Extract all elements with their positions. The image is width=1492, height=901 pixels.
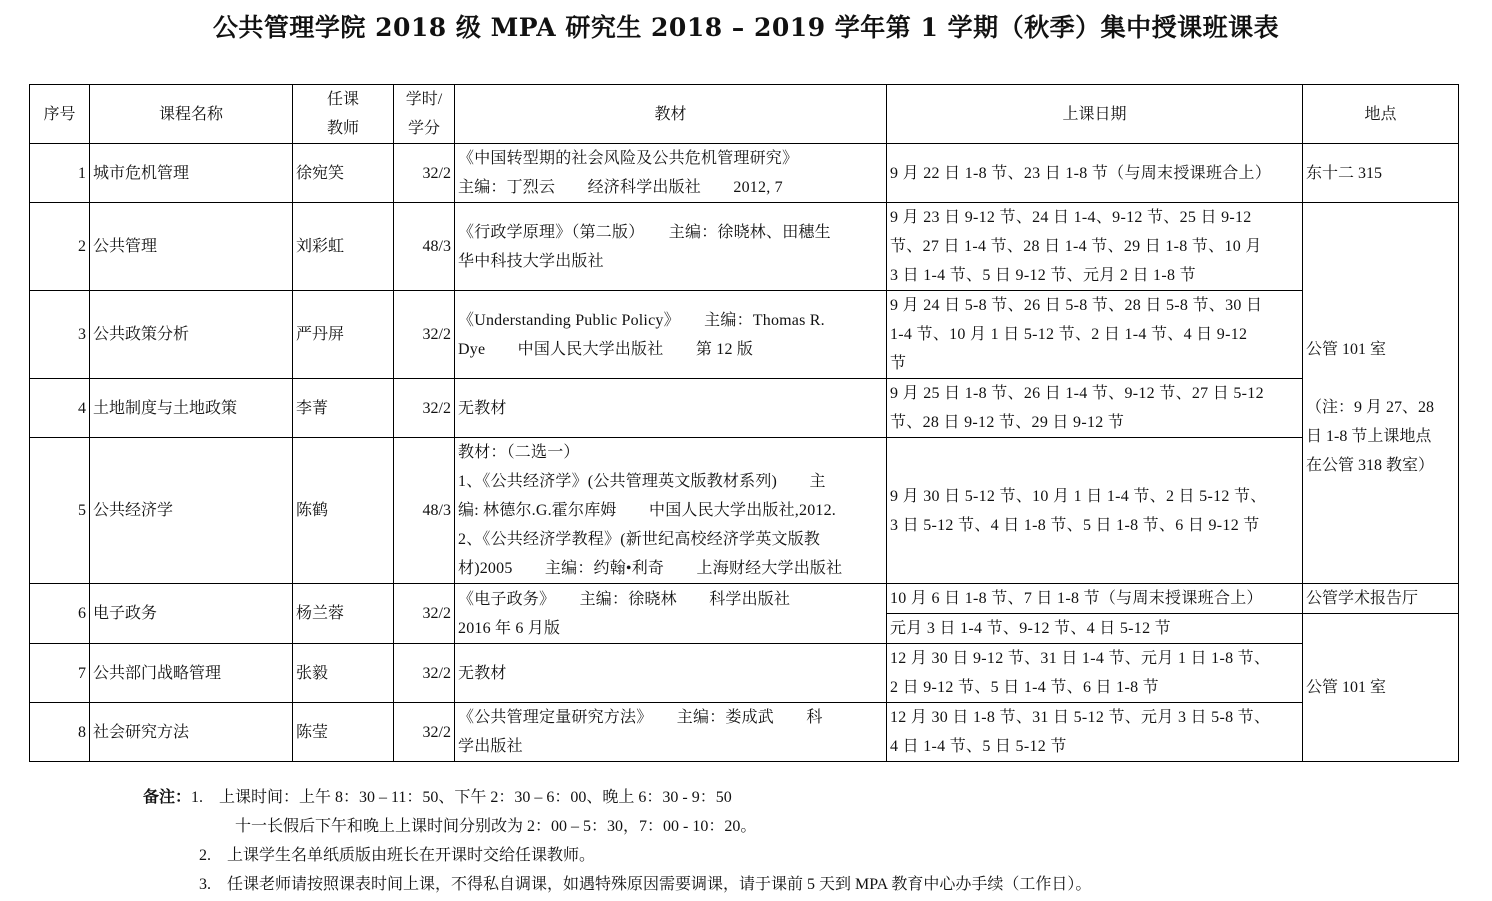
location-cell bbox=[1303, 203, 1459, 584]
textbook-cell bbox=[455, 379, 887, 438]
teacher-name: 徐宛笑 bbox=[293, 144, 394, 203]
location-cell: 东十二 315 bbox=[1303, 144, 1459, 203]
teacher-name: 刘彩虹 bbox=[293, 203, 394, 291]
textbook-line: 《中国转型期的社会风险及公共危机管理研究》 bbox=[458, 150, 799, 167]
header-hours bbox=[394, 85, 455, 144]
textbook-cell bbox=[455, 584, 887, 644]
row-number: 6 bbox=[30, 584, 90, 644]
row-number: 8 bbox=[30, 703, 90, 762]
note-row bbox=[143, 870, 1091, 899]
date-cell bbox=[887, 438, 1303, 584]
note-item: 2. 上课学生名单纸质版由班长在开课时交给任课教师。 bbox=[199, 847, 596, 864]
date-line: 2 日 9-12 节、5 日 1-4 节、6 日 1-8 节 bbox=[890, 679, 1159, 696]
header-row bbox=[30, 85, 1459, 144]
header-teacher-line1: 任课 bbox=[326, 91, 359, 108]
course-name: 公共管理 bbox=[90, 203, 293, 291]
date-cell bbox=[887, 379, 1303, 438]
date-line: 节 bbox=[890, 355, 907, 372]
course-name: 城市危机管理 bbox=[90, 144, 293, 203]
header-teacher-line2: 教师 bbox=[326, 120, 359, 137]
header-date: 上课日期 bbox=[887, 85, 1303, 144]
note-row bbox=[143, 783, 1091, 812]
textbook-line: 《Understanding Public Policy》 主编：Thomas R. bbox=[458, 311, 825, 329]
row-number: 2 bbox=[30, 203, 90, 291]
row-number: 5 bbox=[30, 438, 90, 584]
textbook-line: 1、《公共经济学》(公共管理英文版教材系列) 主 bbox=[458, 473, 826, 490]
date-cell bbox=[887, 291, 1303, 379]
course-name: 公共政策分析 bbox=[90, 291, 293, 379]
location-cell: 公管学术报告厅 bbox=[1303, 584, 1459, 614]
textbook-line: 2016 年 6 月版 bbox=[458, 619, 561, 637]
row-number: 1 bbox=[30, 144, 90, 203]
teacher-name: 严丹屏 bbox=[293, 291, 394, 379]
table-row bbox=[30, 703, 1459, 762]
date-cell: 10 月 6 日 1-8 节、7 日 1-8 节（与周末授课班合上） bbox=[887, 584, 1303, 614]
header-seq: 序号 bbox=[30, 85, 90, 144]
table-row bbox=[30, 291, 1459, 379]
date-line: 12 月 30 日 1-8 节、31 日 5-12 节、元月 3 日 5-8 节、 bbox=[890, 709, 1271, 726]
header-course: 课程名称 bbox=[90, 85, 293, 144]
table-row bbox=[30, 203, 1459, 291]
date-line: 节、27 日 1-4 节、28 日 1-4 节、29 日 1-8 节、10 月 bbox=[890, 238, 1262, 255]
note-row bbox=[143, 812, 1091, 841]
header-textbook: 教材 bbox=[455, 85, 887, 144]
row-number: 7 bbox=[30, 644, 90, 703]
teacher-name: 杨兰蓉 bbox=[293, 584, 394, 644]
textbook-line: Dye 中国人民大学出版社 第 12 版 bbox=[458, 340, 754, 358]
date-line: 9 月 24 日 5-8 节、26 日 5-8 节、28 日 5-8 节、30 日 bbox=[890, 297, 1263, 314]
textbook-cell bbox=[455, 438, 887, 584]
date-line: 4 日 1-4 节、5 日 5-12 节 bbox=[890, 738, 1067, 755]
table-row bbox=[30, 644, 1459, 703]
header-location: 地点 bbox=[1303, 85, 1459, 144]
note-row bbox=[143, 841, 1091, 870]
location-main: 公管 101 室 bbox=[1306, 341, 1387, 358]
date-cell bbox=[887, 144, 1303, 203]
textbook-line: 《行政学原理》（第二版） 主编：徐晓林、田穗生 bbox=[458, 223, 831, 241]
location-note-line: 日 1-8 节上课地点 bbox=[1306, 428, 1432, 445]
note-item: 1. 上课时间：上午 8：30 – 11：50、下午 2：30 – 6：00、晚上 6：30 - 9：50 bbox=[191, 789, 732, 806]
header-hours-line1: 学时/ bbox=[405, 91, 443, 108]
date-line: 1-4 节、10 月 1 日 5-12 节、2 日 1-4 节、4 日 9-12 bbox=[890, 326, 1248, 343]
course-name: 土地制度与土地政策 bbox=[90, 379, 293, 438]
hours-credits: 48/3 bbox=[394, 203, 455, 291]
date-line: 12 月 30 日 9-12 节、31 日 1-4 节、元月 1 日 1-8 节、 bbox=[890, 650, 1271, 667]
schedule-table bbox=[29, 84, 1459, 762]
textbook-line: 无教材 bbox=[458, 664, 507, 682]
textbook-cell bbox=[455, 291, 887, 379]
location-note-line: 在公管 318 教室） bbox=[1306, 457, 1435, 474]
page-title: 公共管理学院 2018 级 MPA 研究生 2018 – 2019 学年第 1 学期（秋季）集中授课班课表 bbox=[212, 13, 1280, 42]
textbook-line: 学出版社 bbox=[458, 738, 523, 755]
textbook-line: 无教材 bbox=[458, 399, 507, 417]
date-line: 9 月 30 日 5-12 节、10 月 1 日 1-4 节、2 日 5-12 节、 bbox=[890, 487, 1267, 505]
date-cell bbox=[887, 203, 1303, 291]
notes-section bbox=[143, 783, 1091, 899]
textbook-line: 材)2005 主编：约翰•利奇 上海财经大学出版社 bbox=[458, 560, 843, 577]
date-cell: 元月 3 日 1-4 节、9-12 节、4 日 5-12 节 bbox=[887, 614, 1303, 644]
date-line: 9 月 23 日 9-12 节、24 日 1-4、9-12 节、25 日 9-12 bbox=[890, 209, 1252, 226]
notes-label: 备注： bbox=[143, 789, 192, 806]
textbook-line: 编: 林德尔.G.霍尔库姆 中国人民大学出版社,2012. bbox=[458, 502, 837, 519]
textbook-line: 华中科技大学出版社 bbox=[458, 252, 604, 270]
textbook-line: 《公共管理定量研究方法》 主编：娄成武 科 bbox=[458, 709, 823, 726]
hours-credits: 32/2 bbox=[394, 379, 455, 438]
date-cell bbox=[887, 644, 1303, 703]
course-name: 社会研究方法 bbox=[90, 703, 293, 762]
teacher-name: 陈鹤 bbox=[293, 438, 394, 584]
hours-credits: 32/2 bbox=[394, 644, 455, 703]
location-note-line: （注：9 月 27、28 bbox=[1306, 399, 1435, 416]
hours-credits: 32/2 bbox=[394, 144, 455, 203]
hours-credits: 32/2 bbox=[394, 291, 455, 379]
header-hours-line2: 学分 bbox=[407, 120, 440, 137]
table-row bbox=[30, 379, 1459, 438]
date-cell bbox=[887, 703, 1303, 762]
teacher-name: 陈莹 bbox=[293, 703, 394, 762]
textbook-cell bbox=[455, 144, 887, 203]
textbook-cell bbox=[455, 703, 887, 762]
hours-credits: 32/2 bbox=[394, 703, 455, 762]
teacher-name: 张毅 bbox=[293, 644, 394, 703]
note-item: 十一长假后下午和晚上上课时间分别改为 2：00 – 5：30，7：00 - 10：20。 bbox=[235, 818, 757, 835]
course-name: 公共经济学 bbox=[90, 438, 293, 584]
date-line: 节、28 日 9-12 节、29 日 9-12 节 bbox=[890, 414, 1125, 431]
row-number: 3 bbox=[30, 291, 90, 379]
date-line: 9 月 25 日 1-8 节、26 日 1-4 节、9-12 节、27 日 5-12 bbox=[890, 385, 1264, 402]
table-row bbox=[30, 438, 1459, 584]
table-row bbox=[30, 144, 1459, 203]
location-cell: 公管 101 室 bbox=[1303, 614, 1459, 762]
table-row bbox=[30, 584, 1459, 614]
textbook-line: 《电子政务》 主编：徐晓林 科学出版社 bbox=[458, 590, 791, 608]
textbook-cell bbox=[455, 644, 887, 703]
date-line: 9 月 22 日 1-8 节、23 日 1-8 节（与周末授课班合上） bbox=[890, 164, 1272, 182]
teacher-name: 李菁 bbox=[293, 379, 394, 438]
note-item: 3. 任课老师请按照课表时间上课，不得私自调课，如遇特殊原因需要调课，请于课前 5 天到 MPA 教育中心办手续（工作日）。 bbox=[199, 876, 1092, 893]
hours-credits: 48/3 bbox=[394, 438, 455, 584]
textbook-cell bbox=[455, 203, 887, 291]
date-line: 3 日 5-12 节、4 日 1-8 节、5 日 1-8 节、6 日 9-12 节 bbox=[890, 516, 1260, 534]
course-name: 电子政务 bbox=[90, 584, 293, 644]
row-number: 4 bbox=[30, 379, 90, 438]
textbook-line: 教材：（二选一） bbox=[458, 444, 580, 461]
course-name: 公共部门战略管理 bbox=[90, 644, 293, 703]
textbook-line: 主编：丁烈云 经济科学出版社 2012, 7 bbox=[458, 179, 783, 196]
textbook-line: 2、《公共经济学教程》(新世纪高校经济学英文版教 bbox=[458, 531, 821, 548]
hours-credits: 32/2 bbox=[394, 584, 455, 644]
header-teacher bbox=[293, 85, 394, 144]
date-line: 3 日 1-4 节、5 日 9-12 节、元月 2 日 1-8 节 bbox=[890, 267, 1196, 284]
